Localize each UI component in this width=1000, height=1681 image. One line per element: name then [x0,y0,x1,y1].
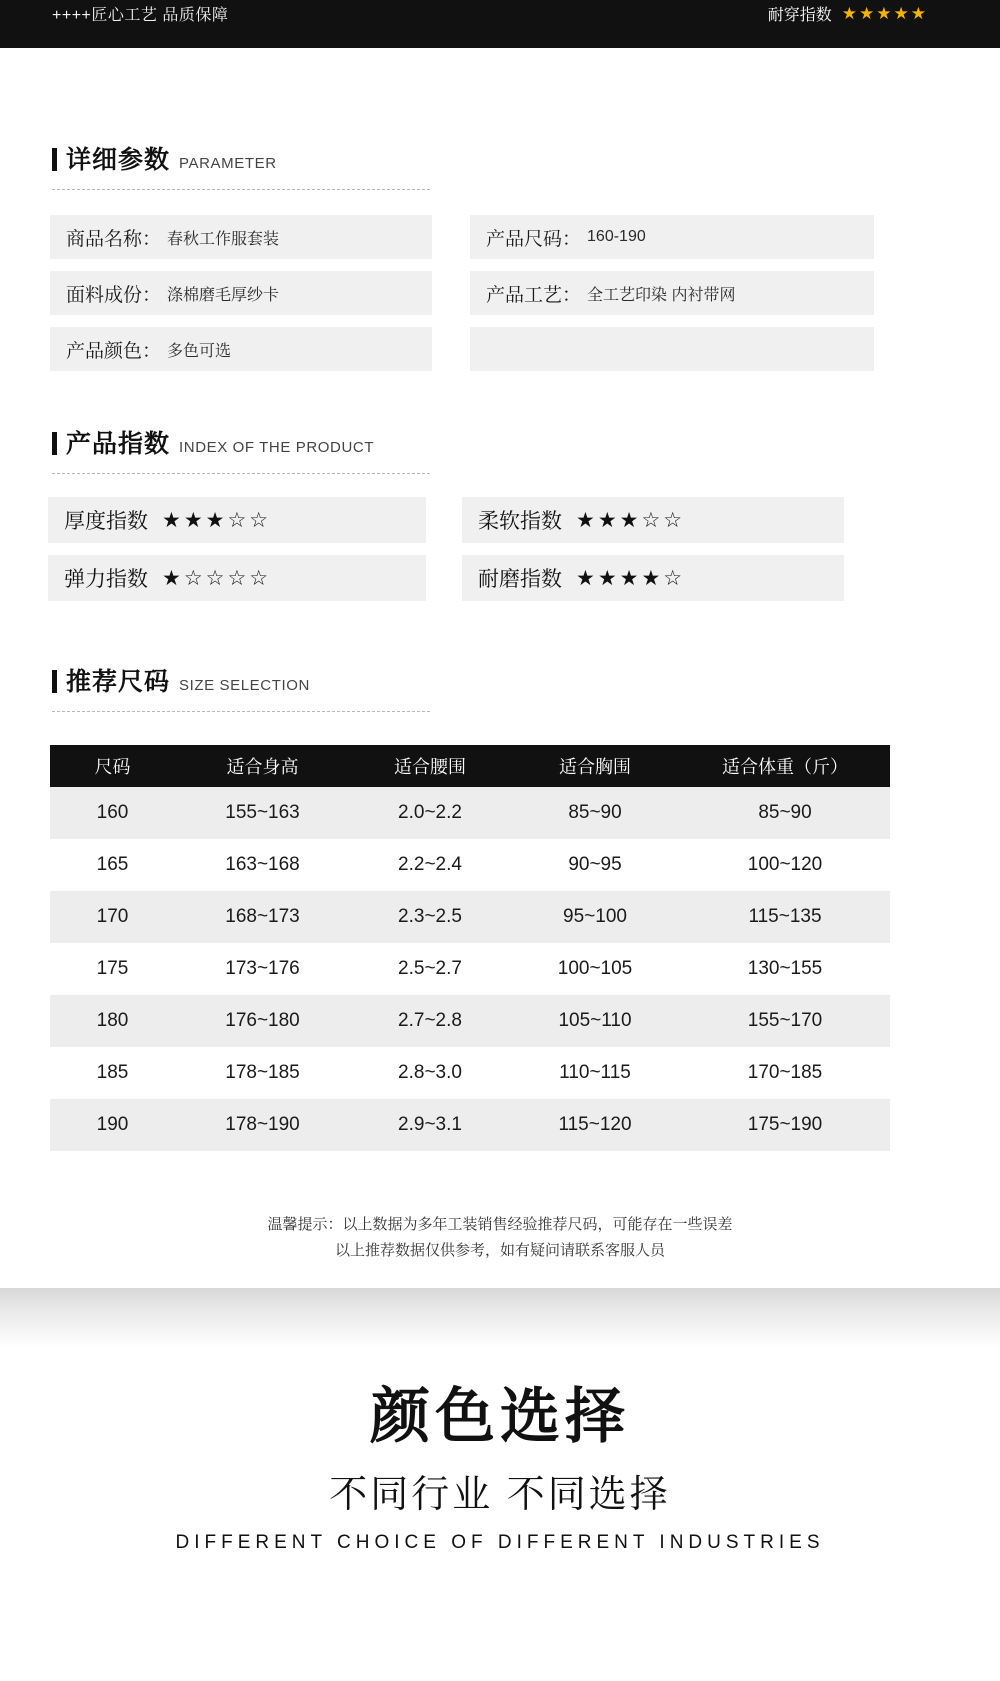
section-accent-bar [52,148,57,171]
size-tip-line-2: 以上推荐数据仅供参考，如有疑问请联系客服人员 [334,1242,665,1259]
star-rating-icon: ★☆☆☆☆ [162,566,272,590]
size-tip [0,1212,1000,1264]
column-header-size: 尺码 [94,757,131,777]
color-selection-english: DIFFERENT CHOICE OF DIFFERENT INDUSTRIES [175,1532,825,1553]
cell-size: 180 [96,1010,129,1031]
craftsmanship-slogan: ++++匠心工艺 品质保障 [52,7,229,24]
table-row [50,327,950,371]
cell-chest: 110~115 [559,1062,631,1083]
index-label: 厚度指数 [64,510,148,533]
cell-height: 176~180 [225,1010,300,1031]
parameter-cell-color [50,327,432,371]
cell-size: 160 [96,802,129,823]
table-row [50,215,950,259]
table-row [48,497,958,543]
parameter-cell-product-size [470,215,874,259]
cell-waist: 2.5~2.7 [398,958,462,979]
parameter-value: 涤棉磨毛厚纱卡 [167,286,280,304]
cell-size: 185 [96,1062,129,1083]
parameter-label: 产品尺码： [486,228,582,250]
section-divider [52,189,430,190]
section-accent-bar [52,432,57,455]
parameter-label: 产品颜色： [66,340,162,362]
table-row [50,891,890,943]
parameter-label: 商品名称： [66,228,162,250]
cell-weight: 130~155 [747,958,823,979]
index-cell-softness [462,497,844,543]
cell-waist: 2.8~3.0 [398,1062,462,1083]
cell-chest: 85~90 [568,802,622,823]
parameter-label: 产品工艺： [486,284,582,306]
parameter-value: 160-190 [587,228,646,245]
parameter-label: 面料成份： [66,284,162,306]
section-size-header [50,662,430,712]
index-cell-elasticity [48,555,426,601]
section-divider [52,473,430,474]
cell-weight: 155~170 [747,1010,823,1031]
index-cell-abrasion [462,555,844,601]
star-rating-icon: ★★★★☆ [576,566,686,590]
color-selection-subtitle: 不同行业 不同选择 [329,1474,671,1516]
parameter-value: 多色可选 [167,342,232,360]
cell-chest: 100~105 [557,958,633,979]
cell-chest: 90~95 [568,854,622,875]
section-index-header [50,424,430,474]
cell-height: 168~173 [225,906,300,927]
cell-waist: 2.0~2.2 [398,802,462,823]
size-tip-line-1: 温馨提示：以上数据为多年工装销售经验推荐尺码，可能存在一些误差 [267,1216,733,1233]
column-header-chest: 适合胸围 [559,757,631,777]
color-selection-block [0,1382,1000,1554]
decorative-shadow [0,1288,1000,1348]
cell-size: 165 [96,854,129,875]
index-label: 柔软指数 [478,510,562,533]
top-banner [0,0,1000,48]
table-row [50,943,890,995]
cell-weight: 100~120 [747,854,823,875]
cell-waist: 2.2~2.4 [398,854,462,875]
cell-weight: 85~90 [758,802,812,823]
section-divider [52,711,430,712]
parameter-cell-fabric [50,271,432,315]
cell-size: 190 [96,1114,129,1135]
star-rating-icon: ★★★☆☆ [576,508,686,532]
table-row [50,995,890,1047]
durability-index-label: 耐穿指数 [767,7,832,24]
parameter-value: 全工艺印染 内衬带网 [587,286,736,304]
section-title-en: PARAMETER [179,155,277,172]
table-row [50,1047,890,1099]
durability-index [768,2,928,25]
cell-height: 163~168 [225,854,300,875]
size-chart-table [50,745,890,1151]
color-selection-title: 颜色选择 [370,1383,630,1450]
section-title-cn: 推荐尺码 [66,668,171,696]
cell-height: 173~176 [225,958,300,979]
cell-height: 155~163 [225,802,300,823]
cell-weight: 175~190 [747,1114,823,1135]
star-rating-icon: ★★★★★ [841,4,928,23]
parameter-cell-product-name [50,215,432,259]
cell-weight: 115~135 [748,906,822,927]
cell-waist: 2.3~2.5 [398,906,462,927]
parameter-value: 春秋工作服套装 [167,230,280,248]
column-header-weight: 适合体重（斤） [722,757,848,777]
column-header-waist: 适合腰围 [394,757,466,777]
table-header-row [50,745,890,787]
index-label: 耐磨指数 [478,568,562,591]
column-header-height: 适合身高 [226,757,299,777]
cell-weight: 170~185 [747,1062,823,1083]
section-accent-bar [52,670,57,693]
parameter-cell-craft [470,271,874,315]
table-row [48,555,958,601]
cell-chest: 105~110 [558,1010,632,1031]
cell-waist: 2.7~2.8 [398,1010,462,1031]
section-parameter-header [50,140,430,190]
table-row [50,271,950,315]
section-title-en: INDEX OF THE PRODUCT [179,439,375,456]
cell-size: 170 [96,906,129,927]
table-row [50,787,890,839]
cell-chest: 95~100 [563,906,627,927]
cell-height: 178~190 [225,1114,300,1135]
cell-chest: 115~120 [558,1114,632,1135]
cell-size: 175 [96,958,129,979]
index-table [48,497,958,613]
index-label: 弹力指数 [64,568,148,591]
index-cell-thickness [48,497,426,543]
cell-waist: 2.9~3.1 [398,1114,462,1135]
parameter-cell-empty [470,327,874,371]
star-rating-icon: ★★★☆☆ [162,508,272,532]
section-title-en: SIZE SELECTION [179,677,310,694]
section-title-cn: 详细参数 [66,146,171,174]
parameter-table [50,215,950,383]
section-title-cn: 产品指数 [66,430,171,458]
cell-height: 178~185 [225,1062,300,1083]
table-row [50,839,890,891]
table-row [50,1099,890,1151]
